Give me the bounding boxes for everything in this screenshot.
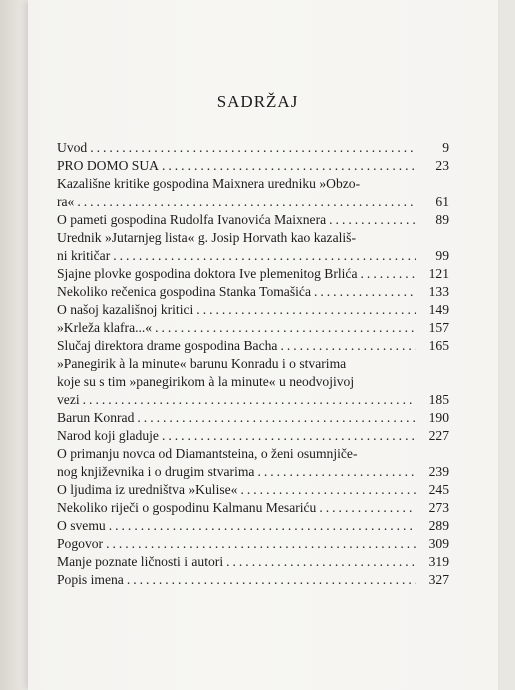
toc-page-number: 327 (428, 572, 449, 587)
toc-entry (57, 553, 449, 571)
toc-entry-title-line: O našoj kazališnoj kritici (57, 302, 194, 317)
dot-leader (162, 157, 416, 175)
toc-page-number: 227 (428, 428, 449, 443)
dot-leader (196, 301, 416, 319)
toc-entry-title-line: PRO DOMO SUA (57, 158, 159, 173)
toc-page-number: 309 (428, 536, 449, 551)
toc-page-number: 289 (428, 518, 449, 533)
toc-entry (57, 445, 449, 481)
dot-leader (77, 193, 416, 211)
toc-entry-title-line: O pameti gospodina Rudolfa Ivanovića Maixnera (57, 212, 327, 227)
toc-entry-title-line: Nekoliko riječi o gospodinu Kalmanu Mesariću (57, 500, 317, 515)
toc-entry (57, 265, 449, 283)
toc-entry (57, 517, 449, 535)
toc-entry (57, 319, 449, 337)
toc-entry (57, 481, 449, 499)
dot-leader (90, 139, 416, 157)
toc-page-number: 133 (428, 284, 449, 299)
toc-entry (57, 355, 449, 409)
toc-entry (57, 157, 449, 175)
toc-entry-title-line: vezi (57, 392, 80, 407)
toc-page-number: 23 (435, 158, 449, 173)
toc-page-number: 185 (428, 392, 449, 407)
toc-entry-title-line: Manje poznate ličnosti i autori (57, 554, 224, 569)
dot-leader (226, 553, 416, 571)
toc-entry (57, 337, 449, 355)
dot-leader (329, 211, 416, 229)
toc-entry-title-line: Barun Konrad (57, 410, 135, 425)
toc-entry-title-line: Pogovor (57, 536, 104, 551)
toc-entry-title-line: O svemu (57, 518, 106, 533)
dot-leader (155, 319, 416, 337)
toc-entry (57, 535, 449, 553)
dot-leader (113, 247, 416, 265)
toc-entry (57, 175, 449, 211)
toc-entry-title-line: O ljudima iz uredništva »Kulise« (57, 482, 238, 497)
toc-entry-title-line: Uvod (57, 140, 88, 155)
toc-entry-title-line: ni kritičar (57, 248, 111, 263)
toc-page-number: 61 (435, 194, 449, 209)
toc-entry-title-line: O primanju novca od Diamantsteina, o ženi osumnjiče- (57, 446, 358, 461)
toc-entry (57, 499, 449, 517)
toc-page-number: 89 (435, 212, 449, 227)
toc-entry (57, 139, 449, 157)
toc-entry-title-line: Popis imena (57, 572, 124, 587)
toc-page-number: 319 (428, 554, 449, 569)
dot-leader (361, 265, 416, 283)
toc-entry-title-line: Sjajne plovke gospodina doktora Ive plemenitog Brlića (57, 266, 358, 281)
toc-entry (57, 229, 449, 265)
toc-page-number: 99 (435, 248, 449, 263)
toc-page-number: 149 (428, 302, 449, 317)
dot-leader (162, 427, 416, 445)
toc-entry-title-line: koje su s tim »panegirikom à la minute« u neodvojivoj (57, 374, 355, 389)
toc-entry (57, 409, 449, 427)
toc-entry (57, 301, 449, 319)
dot-leader (106, 535, 416, 553)
toc-entry-title-line: Kazališne kritike gospodina Maixnera uredniku »Obzo- (57, 176, 361, 191)
dot-leader (314, 283, 416, 301)
toc-entry-title-line: ra« (57, 194, 75, 209)
dot-leader (257, 463, 416, 481)
dot-leader (319, 499, 416, 517)
toc-entry-title-line: »Krleža klafra...« (57, 320, 153, 335)
dot-leader (127, 571, 416, 589)
toc-page-number: 157 (428, 320, 449, 335)
toc-entry-title-line: Narod koji gladuje (57, 428, 159, 443)
toc-entry (57, 427, 449, 445)
toc-entry (57, 211, 449, 229)
toc-entry-title-line: Slučaj direktora drame gospodina Bacha (57, 338, 278, 353)
dot-leader (240, 481, 416, 499)
dot-leader (137, 409, 416, 427)
toc-page-number: 190 (428, 410, 449, 425)
toc-entry-title-line: Urednik »Jutarnjeg lista« g. Josip Horvath kao kazališ- (57, 230, 356, 245)
dot-leader (83, 391, 416, 409)
toc-page-number: 273 (428, 500, 449, 515)
toc-entry-title-line: nog književnika i o drugim stvarima (57, 464, 255, 479)
toc-entry (57, 571, 449, 589)
toc-entry-title-line: »Panegirik à la minute« barunu Konradu i o stvarima (57, 356, 347, 371)
toc-entry-title-line: Nekoliko rečenica gospodina Stanka Tomašića (57, 284, 311, 299)
dot-leader (109, 517, 416, 535)
toc-page-number: 9 (442, 140, 449, 155)
page-title: SADRŽAJ (216, 92, 299, 111)
toc-page-number: 239 (428, 464, 449, 479)
toc-page-number: 165 (428, 338, 449, 353)
table-of-contents (57, 139, 449, 589)
toc-entry (57, 283, 449, 301)
toc-page-number: 121 (428, 266, 449, 281)
toc-page-number: 245 (428, 482, 449, 497)
dot-leader (280, 337, 416, 355)
